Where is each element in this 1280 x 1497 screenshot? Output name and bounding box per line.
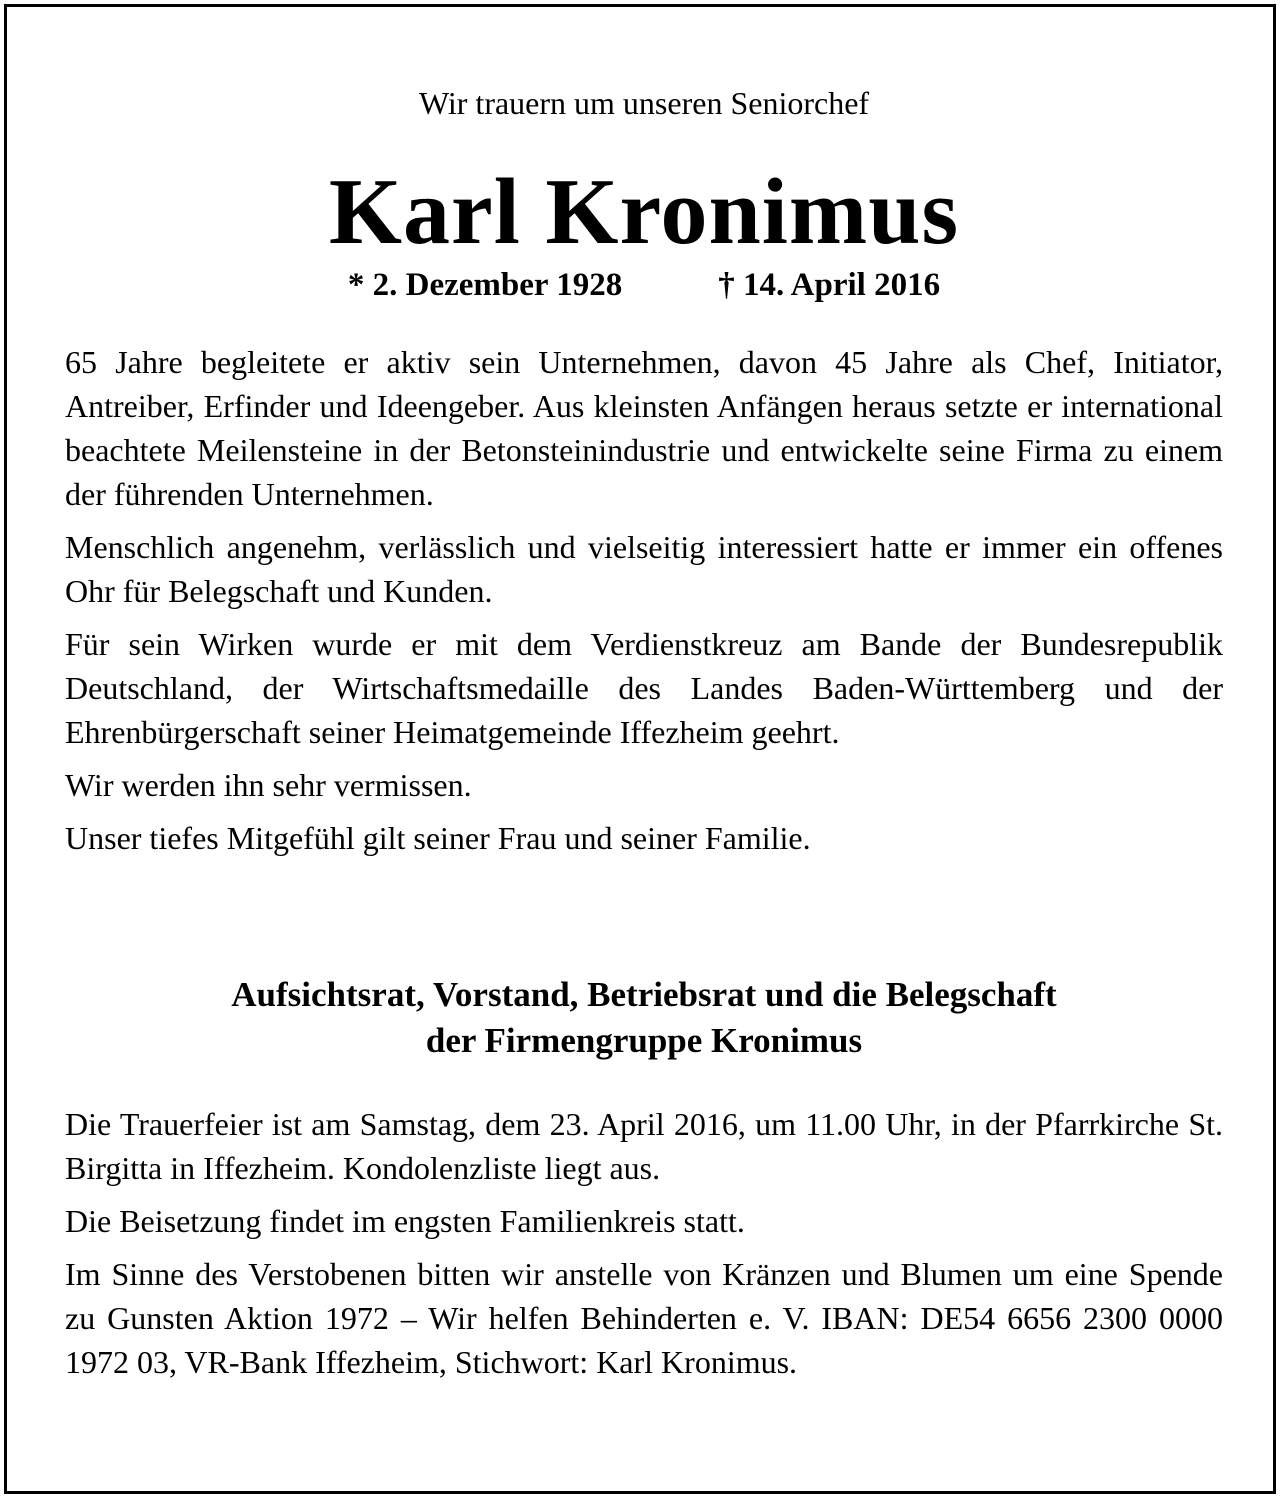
info-paragraph: Die Beisetzung findet im engsten Familienkreis statt. <box>65 1203 745 1239</box>
life-dates <box>65 264 1223 306</box>
tribute-paragraph: Wir werden ihn sehr vermissen. <box>65 767 472 803</box>
funeral-info <box>65 1102 1223 1393</box>
deceased-name: Karl Kronimus <box>328 160 960 264</box>
signoff <box>65 972 1223 1064</box>
death-date: † 14. April 2016 <box>718 267 941 303</box>
tribute-paragraph: Menschlich angenehm, verlässlich und vielseitig interessiert hatte er immer ein offenes Ohr für Belegschaft und Kunden. <box>65 529 1223 609</box>
signoff-line: Aufsichtsrat, Vorstand, Betriebsrat und die Belegschaft <box>231 975 1057 1014</box>
tribute-paragraph: Für sein Wirken wurde er mit dem Verdienstkreuz am Bande der Bundesrepublik Deutschland, der Wirtschaftsmedaille des Landes Baden-Württemberg und der Ehrenbürgerschaft seiner Heimatgemeinde Iffezheim geehrt. <box>65 626 1223 750</box>
tribute-paragraph: 65 Jahre begleitete er aktiv sein Unternehmen, davon 45 Jahre als Chef, Initiator, Antreiber, Erfinder und Ideengeber. Aus kleinsten Anfängen heraus setzte er international beachtete Meilensteine in der Betonsteinindustrie und entwickelte seine Firma zu einem der führenden Unternehmen. <box>65 344 1223 512</box>
tribute-paragraph: Unser tiefes Mitgefühl gilt seiner Frau und seiner Familie. <box>65 820 811 856</box>
info-paragraph: Die Trauerfeier ist am Samstag, dem 23. April 2016, um 11.00 Uhr, in der Pfarrkirche St. Birgitta in Iffezheim. Kondolenzliste liegt aus. <box>65 1106 1223 1186</box>
tribute-text <box>65 340 1223 869</box>
info-paragraph: Im Sinne des Verstobenen bitten wir anstelle von Kränzen und Blumen um eine Spende zu Gunsten Aktion 1972 – Wir helfen Behinderten e. V. IBAN: DE54 6656 2300 0000 1972 03, VR-Bank Iffezheim, Stichwort: Karl Kronimus. <box>65 1256 1223 1380</box>
intro-line: Wir trauern um unseren Seniorchef <box>418 85 870 121</box>
obituary-frame <box>4 4 1276 1494</box>
signoff-line: der Firmengruppe Kronimus <box>425 1021 863 1060</box>
birth-date: * 2. Dezember 1928 <box>347 267 623 303</box>
